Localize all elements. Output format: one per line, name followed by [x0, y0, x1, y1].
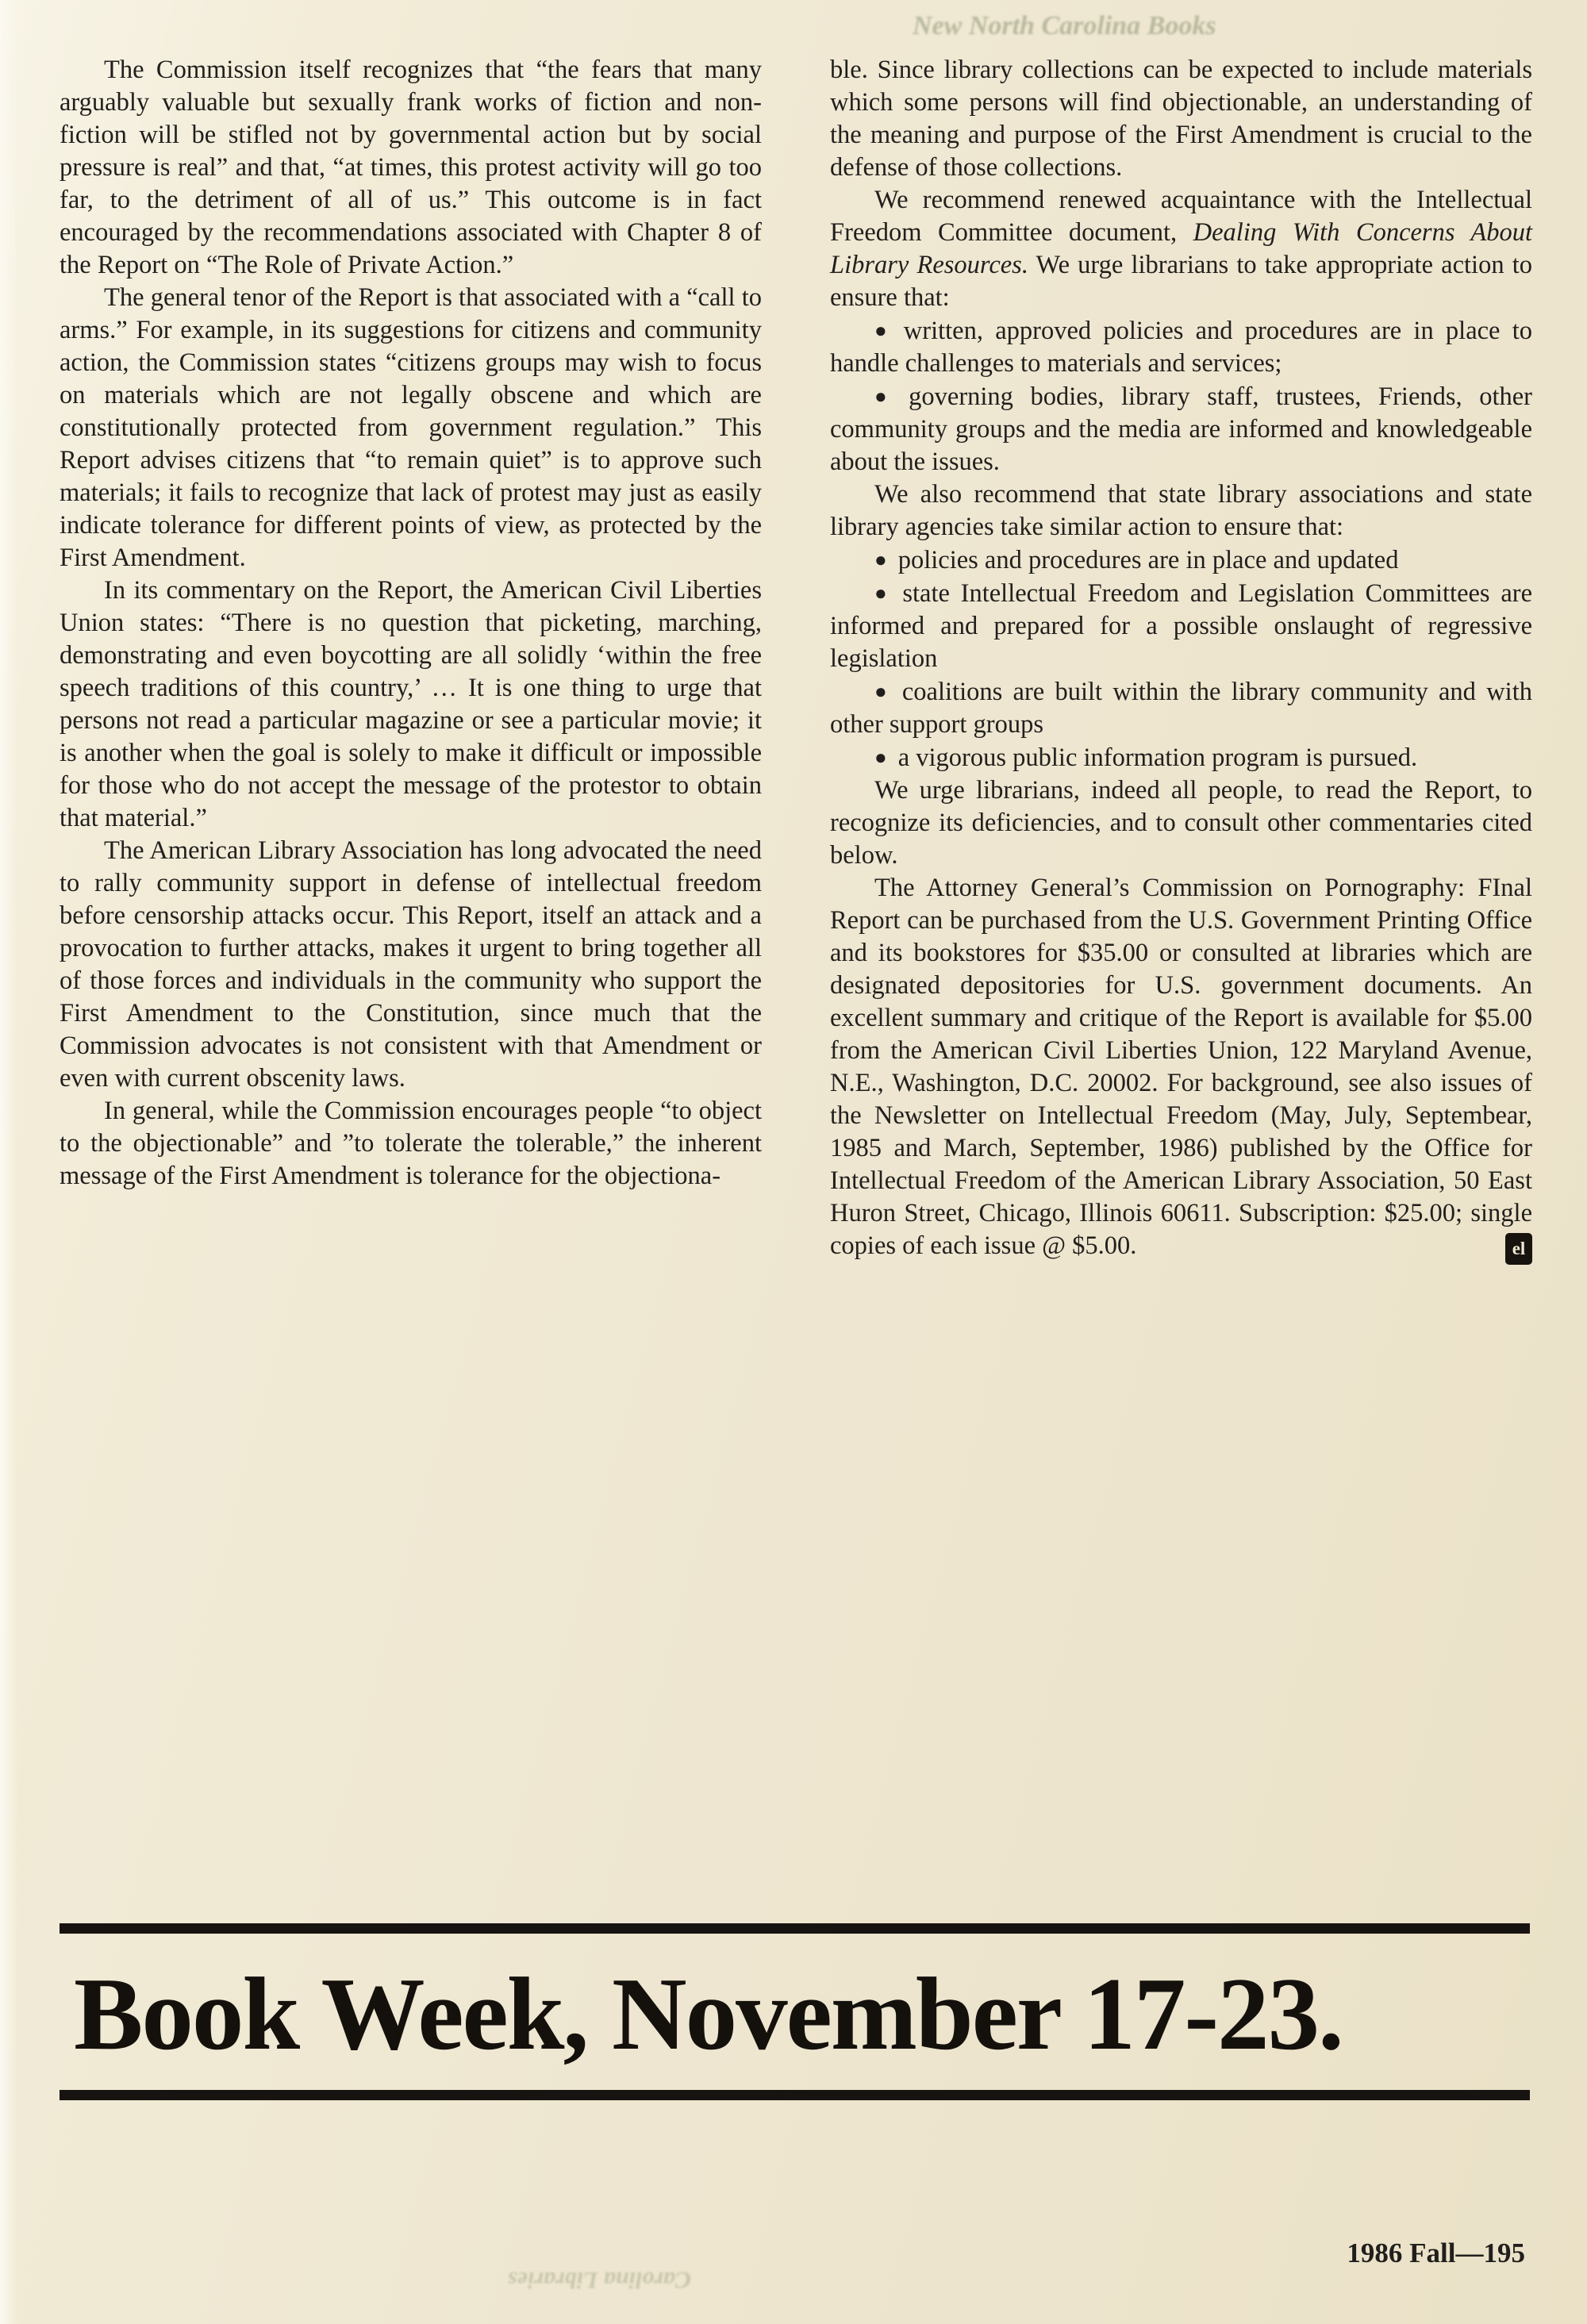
bullet-text: coalitions are built within the library community and with other support groups: [830, 678, 1532, 739]
bullet-text: a vigorous public information program is pursued.: [897, 743, 1418, 772]
document-title-italic: Dealing With Concerns About Library Resources.: [830, 218, 1532, 279]
paragraph: The American Library Association has long advocated the need to rally community support in defense of intellectual freedom before censorship attacks occur. This Report, itself an attack and a provocation to further attacks, makes it urgent to bring together all of those forces and individuals in the community who support the First Amendment to the Constitution, since much that the Commission advocates is not consistent with that Amendment or even with current obscenity laws.: [60, 836, 762, 1093]
banner-text: Book Week, November 17-23.: [74, 1957, 1343, 2072]
bullet-icon: ●: [874, 319, 893, 342]
end-mark-icon: el: [1505, 1233, 1532, 1265]
bullet-text: written, approved policies and procedures are in place to handle challenges to materials and services;: [830, 317, 1532, 378]
banner-rule-top: [60, 1923, 1530, 1934]
article-body: [60, 54, 1532, 1265]
paragraph: The Commission itself recognizes that “the fears that many arguably valuable but sexually frank works of fiction and non-fiction will be stifled not by governmental action but by social pressure is real” and that, “at times, this protest activity will go too far, to the detriment of all of us.” This outcome is in fact encouraged by the recommendations associated with Chapter 8 of the Report on “The Role of Private Action.”: [60, 56, 762, 279]
column-left: [60, 54, 762, 1265]
bullet-item: [830, 577, 1532, 675]
bullet-item: [830, 675, 1532, 741]
page-footer: 1986 Fall—195: [1347, 2238, 1525, 2268]
bullet-text: governing bodies, library staff, trustees, Friends, other community groups and the media are informed and knowledgeable about the issues.: [830, 382, 1532, 476]
banner-rule-bottom: [60, 2090, 1530, 2100]
bullet-icon: ●: [874, 385, 898, 408]
paragraph-text: We recommend renewed acquaintance with the Intellectual Freedom Committee document,: [830, 186, 1532, 247]
bullet-text: state Intellectual Freedom and Legislation Committees are informed and prepared for a possible onslaught of regressive legislation: [830, 579, 1532, 673]
paragraph-text: We urge librarians to take appropriate action to ensure that:: [830, 251, 1532, 312]
paragraph: We also recommend that state library associations and state library agencies take similar action to ensure that:: [830, 480, 1532, 541]
paragraph: We urge librarians, indeed all people, to read the Report, to recognize its deficiencies, and to consult other commentaries cited below.: [830, 776, 1532, 870]
paragraph: In its commentary on the Report, the American Civil Liberties Union states: “There is no question that picketing, marching, demonstrating and even boycotting are all solidly ‘within the free speech traditions of this country,’ … It is one thing to urge that persons not read a particular magazine or see a particular movie; it is another when the goal is solely to make it difficult or impossible for those who do not accept the message of the protestor to obtain that material.”: [60, 576, 762, 832]
book-week-banner: [60, 1923, 1530, 2100]
bullet-text: policies and procedures are in place and updated: [897, 546, 1399, 574]
bullet-icon: ●: [874, 582, 892, 605]
paragraph: In general, while the Commission encourages people “to object to the objectionable” and ”to tolerate the tolerable,” the inherent message of the First Amendment is tolerance for the objectiona-: [60, 1097, 762, 1190]
paragraph: [830, 184, 1532, 314]
paragraph: [830, 872, 1532, 1262]
bullet-item: [830, 544, 1532, 577]
bullet-icon: ●: [874, 548, 887, 571]
bullet-icon: ●: [874, 680, 891, 703]
bullet-icon: ●: [874, 746, 887, 769]
bullet-item: [830, 380, 1532, 478]
paragraph-text: The Attorney General’s Commission on Pornography: FInal Report can be purchased from the U.S. Government Printing Office and its bookstores for $35.00 or consulted at libraries which are designated depositories for U.S. government documents. An excellent summary and critique of the Report is available for $5.00 from the American Civil Liberties Union, 122 Maryland Avenue, N.E., Washington, D.C. 20002. For background, see also issues of the Newsletter on Intellectual Freedom (May, July, Septembear, 1985 and March, September, 1986) published by the Office for Intellectual Freedom of the American Library Association, 50 East Huron Street, Chicago, Illinois 60611. Subscription: $25.00; single copies of each issue @ $5.00.: [830, 874, 1532, 1260]
bullet-item: [830, 314, 1532, 380]
column-right: [830, 54, 1532, 1265]
bleed-through-header: New North Carolina Books: [913, 11, 1216, 40]
bullet-item: [830, 741, 1532, 774]
paragraph-continuation: ble. Since library collections can be expected to include materials which some persons will find objectionable, an understanding of the meaning and purpose of the First Amendment is crucial to the defense of those collections.: [830, 56, 1532, 182]
paragraph: The general tenor of the Report is that associated with a “call to arms.” For example, in its suggestions for citizens and community action, the Commission states “citizens groups may wish to focus on materials which are not legally obscene and which are constitutionally protected from government regulation.” This Report advises citizens that “to remain quiet” is to approve such materials; it fails to recognize that lack of protest may just as easily indicate tolerance for different points of view, as protected by the First Amendment.: [60, 283, 762, 572]
bleed-through-footer: Carolina Libraries: [508, 2267, 691, 2293]
